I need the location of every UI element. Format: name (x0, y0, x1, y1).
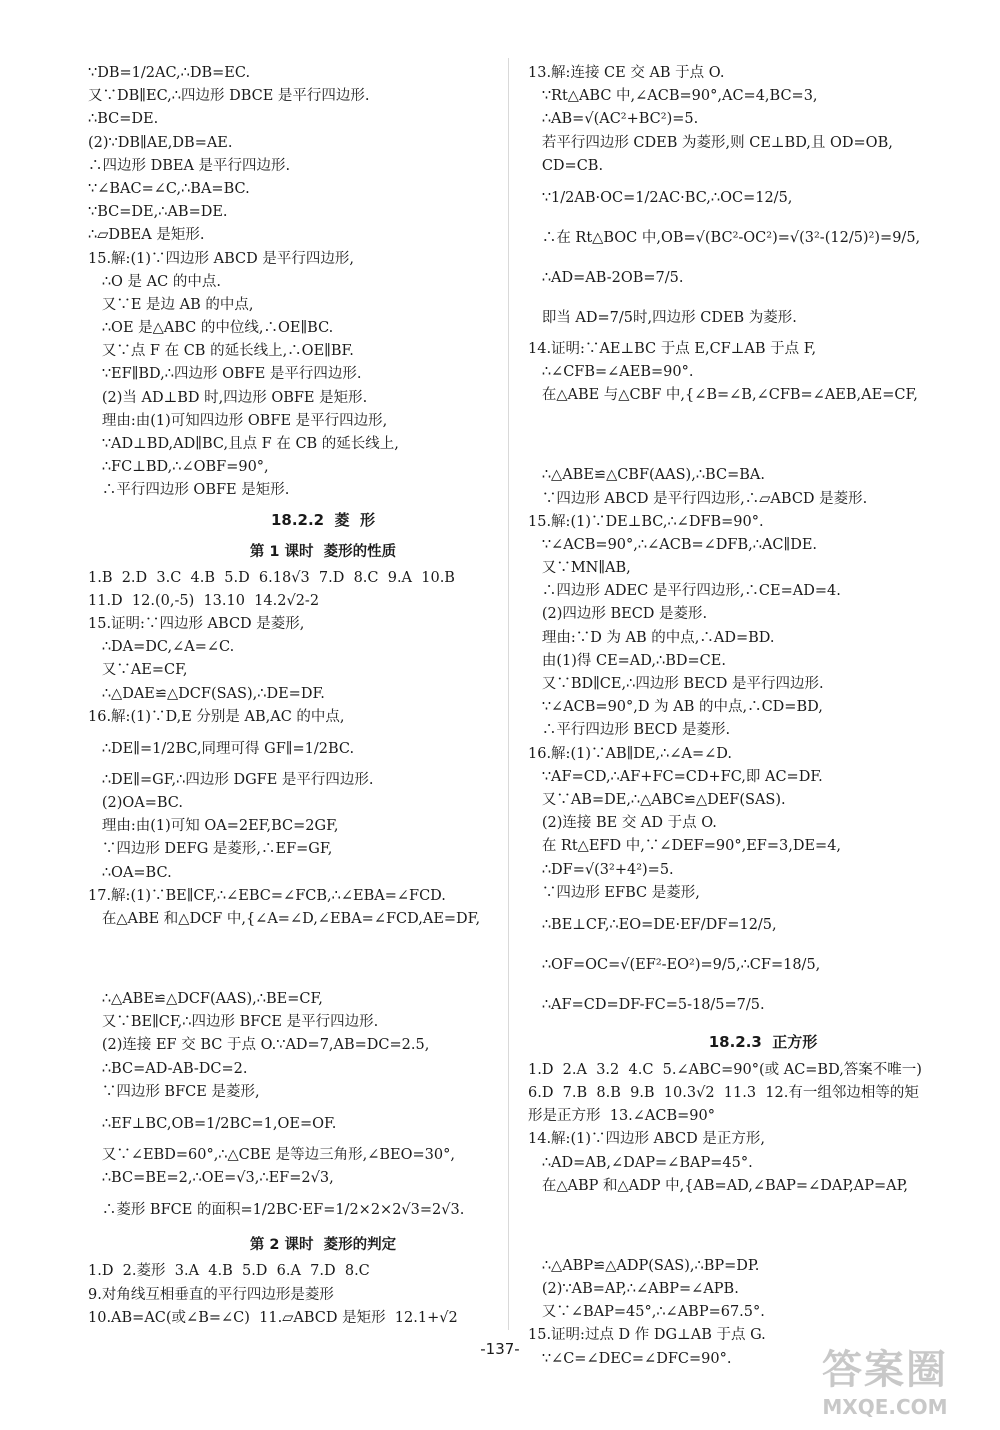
watermark-logo (780, 1338, 990, 1418)
text-line: ∴△ABE≌△CBF(AAS),∴BC=BA. (528, 467, 765, 484)
text-line: 9.对角线互相垂直的平行四边形是菱形 (88, 1286, 334, 1303)
text-line: ∵∠BAC=∠C,∴BA=BC. (88, 180, 250, 197)
section-heading: 18.2.2 菱 形 (270, 510, 376, 529)
lesson-heading: 第 1 课时 菱形的性质 (249, 543, 397, 560)
text-line: ∵DB=1/2AC,∴DB=EC. (88, 65, 251, 81)
text-line: ∵四边形 DEFG 是菱形,∴EF=GF, (88, 841, 333, 858)
text-line: 又∵E 是边 AB 的中点, (88, 296, 254, 313)
text-line: ∵Rt△ABC 中,∠ACB=90°,AC=4,BC=3, (528, 88, 818, 105)
text-line: 理由:由(1)可知 OA=2EF,BC=2GF, (88, 818, 339, 835)
text-line: ∵AF=CD,∴AF+FC=CD+FC,即 AC=DF. (528, 768, 823, 785)
text-line: 14.解:(1)∵四边形 ABCD 是正方形, (528, 1131, 765, 1148)
column-divider (508, 58, 509, 1330)
text-line: ∵四边形 EFBC 是菱形, (528, 884, 700, 901)
text-line: ∵BC=DE,∴AB=DE. (88, 204, 228, 221)
right-column (528, 62, 998, 1371)
text-line: ∵1/2AB·OC=1/2AC·BC,∴OC=12/5, (528, 189, 793, 206)
text-line: ∵EF∥BD,∴四边形 OBFE 是平行四边形. (88, 366, 362, 383)
text-line: 又∵点 F 在 CB 的延长线上,∴OE∥BF. (88, 343, 354, 360)
lesson-heading: 第 2 课时 菱形的判定 (249, 1237, 397, 1254)
text-line: ∴O 是 AC 的中点. (88, 273, 221, 290)
text-line: ∴△ABE≌△DCF(AAS),∴BE=CF, (88, 991, 323, 1007)
text-line: ∴EF⊥BC,OB=1/2BC=1,OE=OF. (88, 1115, 337, 1132)
text-line: 1.D 2.菱形 3.A 4.B 5.D 6.A 7.D 8.C (88, 1263, 370, 1280)
text-line: 在 Rt△EFD 中,∵∠DEF=90°,EF=3,DE=4, (528, 838, 842, 855)
text-line: ∴OE 是△ABC 的中位线,∴OE∥BC. (88, 320, 334, 337)
text-line: CD=CB. (528, 157, 604, 174)
text-line: ∴在 Rt△BOC 中,OB=√(BC²-OC²)=√(3²-(12/5)²)=9/5, (528, 229, 921, 246)
text-line: 理由:∵D 为 AB 的中点,∴AD=BD. (528, 629, 775, 646)
text-line: 15.证明:∵四边形 ABCD 是菱形, (88, 615, 305, 632)
text-line: ∴DA=DC,∠A=∠C. (88, 639, 235, 656)
text-line: 形是正方形 13.∠ACB=90° (528, 1108, 715, 1125)
text-line: 6.D 7.B 8.B 9.B 10.3√2 11.3 12.有一组邻边相等的矩 (528, 1085, 919, 1102)
text-line: 14.证明:∵AE⊥BC 于点 E,CF⊥AB 于点 F, (528, 340, 817, 357)
text-line: 又∵AE=CF, (88, 662, 188, 679)
text-line: ∴∠CFB=∠AEB=90°. (528, 364, 694, 381)
text-line: (2)OA=BC. (88, 795, 183, 812)
page-number: -137- (480, 1340, 520, 1358)
text-line: (2)当 AD⊥BD 时,四边形 OBFE 是矩形. (88, 389, 368, 406)
text-line: ∴平行四边形 BECD 是菱形. (528, 722, 731, 739)
text-line: 16.解:(1)∵D,E 分别是 AB,AC 的中点, (88, 708, 345, 725)
text-line: 又∵AB=DE,∴△ABC≌△DEF(SAS). (528, 791, 786, 808)
text-line: ∴BC=AD-AB-DC=2. (88, 1060, 248, 1077)
watermark-title: 答案圈 (822, 1347, 948, 1393)
text-line: ∴BC=BE=2,∴OE=√3,∴EF=2√3, (88, 1170, 334, 1187)
text-line: (2)∵DB∥AE,DB=AE. (88, 134, 233, 151)
text-line: 15.解:(1)∵四边形 ABCD 是平行四边形, (88, 250, 354, 267)
text-line: ∴BE⊥CF,∴EO=DE·EF/DF=12/5, (528, 916, 777, 933)
text-line: ∴OA=BC. (88, 864, 172, 881)
text-line: ∴OF=OC=√(EF²-EO²)=9/5,∴CF=18/5, (528, 956, 821, 973)
text-line: ∴DE∥=1/2BC,同理可得 GF∥=1/2BC. (88, 740, 355, 757)
text-line: 17.解:(1)∵BE∥CF,∴∠EBC=∠FCB,∴∠EBA=∠FCD. (88, 887, 446, 904)
text-line-system: 在△ABE 与△CBF 中,{∠B=∠B,∠CFB=∠AEB,AE=CF, (528, 387, 918, 404)
text-line: 1.B 2.D 3.C 4.B 5.D 6.18√3 7.D 8.C 9.A 10.B (88, 569, 455, 586)
text-line: ∴AF=CD=DF-FC=5-18/5=7/5. (528, 996, 765, 1013)
text-line: (2)∵AB=AP,∴∠ABP=∠APB. (528, 1281, 739, 1297)
text-line: 1.D 2.A 3.2 4.C 5.∠ABC=90°(或 AC=BD,答案不唯一) (528, 1061, 922, 1078)
text-line: (2)连接 EF 交 BC 于点 O.∵AD=7,AB=DC=2.5, (88, 1037, 430, 1054)
text-line: 又∵DB∥EC,∴四边形 DBCE 是平行四边形. (88, 88, 370, 105)
text-line: ∵四边形 BFCE 是菱形, (88, 1083, 260, 1100)
text-line: ∵∠ACB=90°,D 为 AB 的中点,∴CD=BD, (528, 699, 823, 716)
text-line: ∴BC=DE. (88, 111, 159, 128)
watermark-site: MXQE.COM (822, 1395, 948, 1419)
text-line: 又∵BD∥CE,∴四边形 BECD 是平行四边形. (528, 676, 824, 692)
text-line: 又∵∠BAP=45°,∴∠ABP=67.5°. (528, 1304, 765, 1321)
text-line: ∴△DAE≌△DCF(SAS),∴DE=DF. (88, 685, 325, 702)
text-line: 10.AB=AC(或∠B=∠C) 11.▱ABCD 是矩形 12.1+√2 (88, 1309, 458, 1326)
text-line: ∴四边形 ADEC 是平行四边形,∴CE=AD=4. (528, 583, 841, 600)
text-line: ∴DF=√(3²+4²)=5. (528, 861, 674, 878)
text-line: (2)四边形 BECD 是菱形. (528, 606, 708, 623)
text-line: 由(1)得 CE=AD,∴BD=CE. (528, 652, 726, 669)
text-line: 又∵BE∥CF,∴四边形 BFCE 是平行四边形. (88, 1014, 379, 1031)
text-line: ∴AD=AB,∠DAP=∠BAP=45°. (528, 1154, 753, 1171)
text-line: 13.解:连接 CE 交 AB 于点 O. (528, 65, 725, 81)
text-line: ∴△ABP≌△ADP(SAS),∴BP=DP. (528, 1257, 760, 1274)
text-line: 又∵MN∥AB, (528, 560, 631, 577)
text-line: 若平行四边形 CDEB 为菱形,则 CE⊥BD,且 OD=OB, (528, 134, 893, 151)
text-line: ∴DE∥=GF,∴四边形 DGFE 是平行四边形. (88, 771, 374, 788)
text-line: ∵∠C=∠DEC=∠DFC=90°. (528, 1350, 732, 1367)
text-line: 11.D 12.(0,-5) 13.10 14.2√2-2 (88, 592, 320, 609)
text-line: 即当 AD=7/5时,四边形 CDEB 为菱形. (528, 309, 797, 326)
text-line: ∴AB=√(AC²+BC²)=5. (528, 111, 699, 128)
text-line: 15.解:(1)∵DE⊥BC,∴∠DFB=90°. (528, 513, 764, 530)
text-line: ∵∠ACB=90°,∴∠ACB=∠DFB,∴AC∥DE. (528, 536, 818, 553)
text-line: 又∵∠EBD=60°,∴△CBE 是等边三角形,∠BEO=30°, (88, 1146, 455, 1163)
text-line: 16.解:(1)∵AB∥DE,∴∠A=∠D. (528, 745, 732, 762)
text-line: ∴AD=AB-2OB=7/5. (528, 269, 684, 286)
text-line: ∵四边形 ABCD 是平行四边形,∴▱ABCD 是菱形. (528, 490, 868, 507)
text-line-system: 在△ABE 和△DCF 中,{∠A=∠D,∠EBA=∠FCD,AE=DF, (88, 911, 481, 927)
text-line: ∴菱形 BFCE 的面积=1/2BC·EF=1/2×2×2√3=2√3. (88, 1202, 465, 1219)
text-line-system: 在△ABP 和△ADP 中,{AB=AD,∠BAP=∠DAP,AP=AP, (528, 1177, 909, 1194)
text-line: ∵AD⊥BD,AD∥BC,且点 F 在 CB 的延长线上, (88, 436, 399, 452)
text-line: ∴▱DBEA 是矩形. (88, 227, 205, 244)
text-line: 理由:由(1)可知四边形 OBFE 是平行四边形, (88, 412, 388, 429)
section-heading: 18.2.3 正方形 (708, 1032, 818, 1051)
text-line: ∴FC⊥BD,∴∠OBF=90°, (88, 459, 269, 476)
text-line: 15.证明:过点 D 作 DG⊥AB 于点 G. (528, 1327, 766, 1344)
text-line: ∴平行四边形 OBFE 是矩形. (88, 482, 290, 499)
left-column (88, 62, 558, 1330)
text-line: ∴四边形 DBEA 是平行四边形. (88, 157, 291, 174)
text-line: (2)连接 BE 交 AD 于点 O. (528, 815, 717, 832)
